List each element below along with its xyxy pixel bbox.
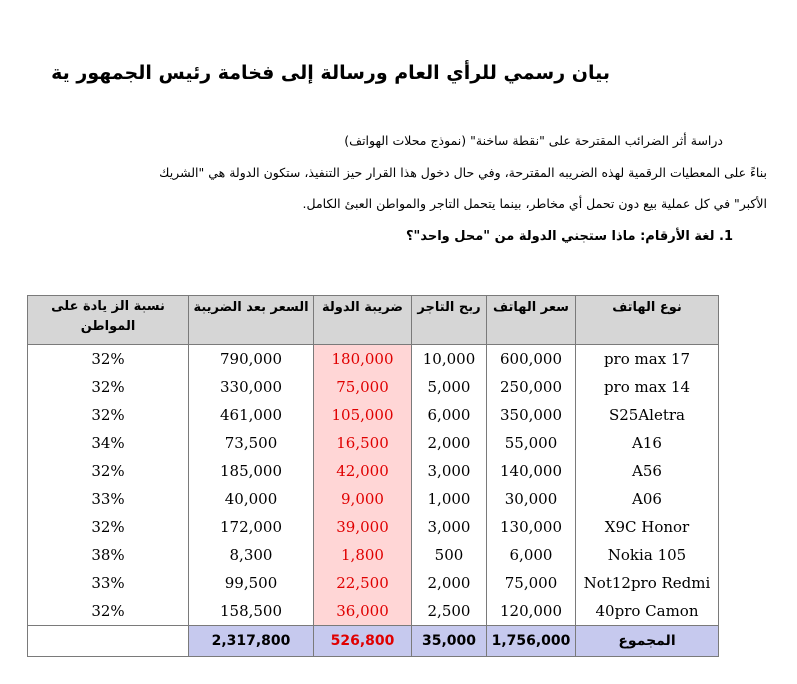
cell-state-tax: 180,000 (314, 345, 412, 374)
total-phone-price: 1,756,000 (487, 626, 576, 657)
header-phone-type: نوع الهاتف (576, 296, 719, 345)
header-phone-price: سعر الهاتف (487, 296, 576, 345)
cell-state-tax: 9,000 (314, 485, 412, 513)
cell-citizen-increase: 33% (28, 569, 189, 597)
cell-merchant-profit: 2,000 (412, 569, 487, 597)
cell-phone-price: 350,000 (487, 401, 576, 429)
total-row (28, 626, 719, 657)
cell-phone-price: 600,000 (487, 345, 576, 374)
cell-citizen-increase: 32% (28, 345, 189, 374)
total-merchant-profit: 35,000 (412, 626, 487, 657)
cell-phone-type: 40pro Camon (576, 597, 719, 626)
table-row (28, 513, 719, 541)
table-row (28, 401, 719, 429)
table-row (28, 373, 719, 401)
cell-citizen-increase: 32% (28, 597, 189, 626)
paragraph-line-2: الأكبر" في كل عملية بيع دون تحمل أي مخاطر، بينما يتحمل التاجر والمواطن العبئ الكامل. (302, 196, 767, 211)
cell-phone-type: A06 (576, 485, 719, 513)
cell-state-tax: 1,800 (314, 541, 412, 569)
cell-citizen-increase: 32% (28, 457, 189, 485)
cell-phone-price: 250,000 (487, 373, 576, 401)
header-price-after-tax: السعر بعد الضريبة (189, 296, 314, 345)
total-price-after-tax: 2,317,800 (189, 626, 314, 657)
cell-price-after-tax: 172,000 (189, 513, 314, 541)
cell-phone-price: 55,000 (487, 429, 576, 457)
cell-state-tax: 105,000 (314, 401, 412, 429)
cell-merchant-profit: 3,000 (412, 457, 487, 485)
cell-price-after-tax: 8,300 (189, 541, 314, 569)
cell-merchant-profit: 500 (412, 541, 487, 569)
cell-phone-price: 140,000 (487, 457, 576, 485)
document-title: بيان رسمي للرأي العام ورسالة إلى فخامة رئيس الجمهور ية (51, 62, 610, 84)
cell-phone-type: A16 (576, 429, 719, 457)
cell-state-tax: 39,000 (314, 513, 412, 541)
cell-citizen-increase: 32% (28, 373, 189, 401)
cell-phone-type: 17 pro max (576, 345, 719, 374)
tax-impact-table (27, 295, 719, 657)
cell-merchant-profit: 10,000 (412, 345, 487, 374)
cell-state-tax: 42,000 (314, 457, 412, 485)
cell-state-tax: 16,500 (314, 429, 412, 457)
table-row (28, 429, 719, 457)
cell-price-after-tax: 158,500 (189, 597, 314, 626)
intro-line: دراسة أثر الضرائب المقترحة على "نقطة ساخنة" (نموذج محلات الهواتف) (344, 133, 723, 148)
cell-phone-type: S25Aletra (576, 401, 719, 429)
total-label: المجموع (576, 626, 719, 657)
cell-merchant-profit: 1,000 (412, 485, 487, 513)
cell-merchant-profit: 5,000 (412, 373, 487, 401)
header-state-tax: ضريبة الدولة (314, 296, 412, 345)
cell-merchant-profit: 2,500 (412, 597, 487, 626)
table-header-row (28, 296, 719, 345)
total-state-tax: 526,800 (314, 626, 412, 657)
cell-phone-type: X9C Honor (576, 513, 719, 541)
cell-phone-price: 30,000 (487, 485, 576, 513)
cell-price-after-tax: 73,500 (189, 429, 314, 457)
cell-citizen-increase: 34% (28, 429, 189, 457)
cell-phone-type: 105 Nokia (576, 541, 719, 569)
paragraph-line-1: بناءً على المعطيات الرقمية لهذه الضريبه المقترحة، وفي حال دخول هذا القرار حيز التنفيذ، ستكون الدولة هي "الشريك (159, 165, 767, 180)
table-row (28, 597, 719, 626)
cell-phone-type: A56 (576, 457, 719, 485)
cell-state-tax: 36,000 (314, 597, 412, 626)
cell-citizen-increase: 33% (28, 485, 189, 513)
header-merchant-profit: ربح التاجر (412, 296, 487, 345)
section-heading: 1. لغة الأرقام: ماذا ستجني الدولة من "محل واحد"؟ (406, 229, 733, 244)
cell-citizen-increase: 32% (28, 513, 189, 541)
cell-phone-price: 120,000 (487, 597, 576, 626)
cell-citizen-increase: 38% (28, 541, 189, 569)
total-citizen-increase (28, 626, 189, 657)
cell-merchant-profit: 6,000 (412, 401, 487, 429)
header-citizen-increase: نسبة الز يادة على المواطن (28, 296, 189, 345)
table-row (28, 569, 719, 597)
cell-phone-price: 130,000 (487, 513, 576, 541)
cell-merchant-profit: 2,000 (412, 429, 487, 457)
cell-merchant-profit: 3,000 (412, 513, 487, 541)
cell-citizen-increase: 32% (28, 401, 189, 429)
cell-phone-price: 75,000 (487, 569, 576, 597)
table-row (28, 485, 719, 513)
cell-phone-type: Not12pro Redmi (576, 569, 719, 597)
table-row (28, 345, 719, 374)
cell-state-tax: 22,500 (314, 569, 412, 597)
cell-price-after-tax: 330,000 (189, 373, 314, 401)
cell-price-after-tax: 40,000 (189, 485, 314, 513)
cell-price-after-tax: 461,000 (189, 401, 314, 429)
table-row (28, 541, 719, 569)
cell-price-after-tax: 99,500 (189, 569, 314, 597)
cell-price-after-tax: 790,000 (189, 345, 314, 374)
table-row (28, 457, 719, 485)
cell-price-after-tax: 185,000 (189, 457, 314, 485)
cell-phone-type: 14 pro max (576, 373, 719, 401)
cell-state-tax: 75,000 (314, 373, 412, 401)
cell-phone-price: 6,000 (487, 541, 576, 569)
